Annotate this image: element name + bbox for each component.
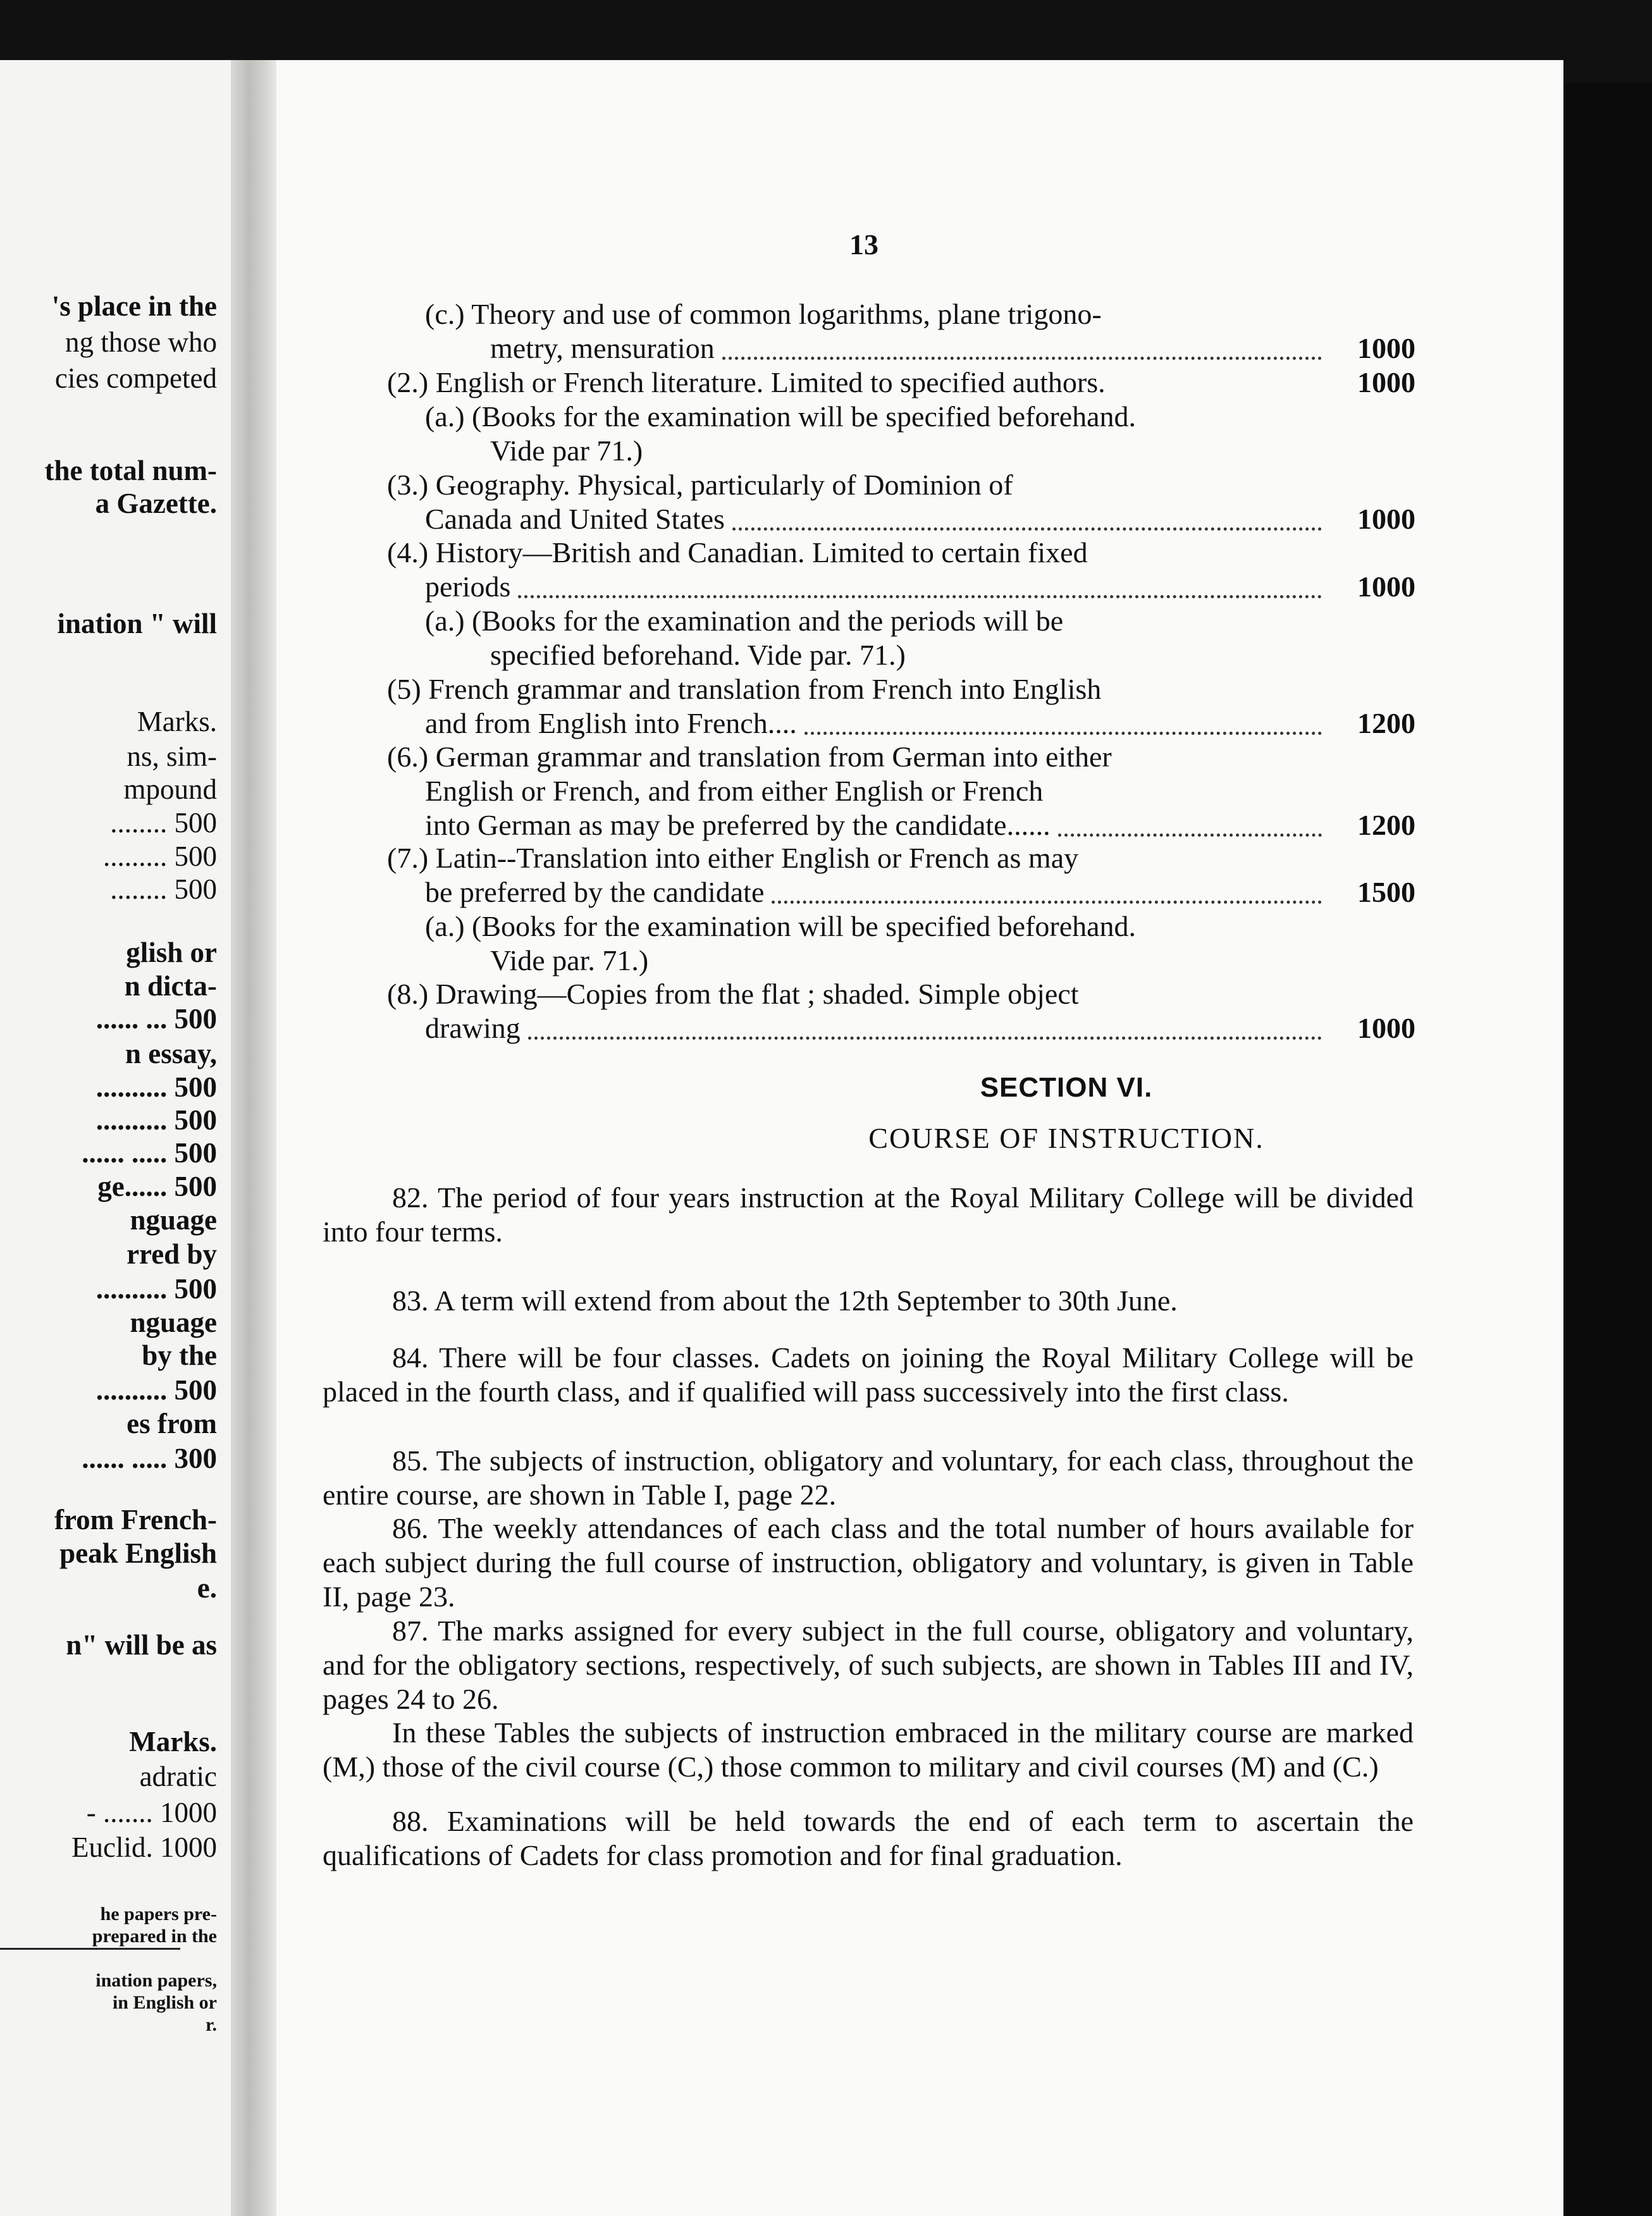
course-title: COURSE OF INSTRUCTION. <box>868 1122 1264 1154</box>
paragraph: 85. The subjects of instruction, obligatory and voluntary, for each class, throughout the entire course, are shown in Table I, page 22. <box>323 1444 1414 1511</box>
subject-marks: 1200 <box>1357 707 1415 739</box>
left-page-fragment: .......... 500 <box>96 1374 217 1406</box>
left-page-fragment: ge...... 500 <box>97 1171 217 1202</box>
subject-entry-line: (c.) Theory and use of common logarithms, plane trigono- <box>425 298 1102 330</box>
subject-entry-line: drawing <box>425 1012 521 1044</box>
left-page-fragment: glish or <box>126 937 217 968</box>
left-page-fragment: nguage <box>130 1307 217 1338</box>
left-page-footnote: ination papers, <box>96 1970 217 1991</box>
dot-leader <box>722 353 1322 360</box>
left-page-fragment: ng those who <box>65 326 217 358</box>
left-page-fragment: n essay, <box>125 1038 217 1069</box>
left-page-fragment: from French- <box>54 1504 217 1536</box>
subject-entry-line: (a.) (Books for the examination will be specified beforehand. <box>425 910 1137 942</box>
left-page-fragment: by the <box>142 1339 217 1371</box>
subject-entry-line: Vide par. 71.) <box>490 944 649 976</box>
subject-entry-line: (8.) Drawing—Copies from the flat ; shaded. Simple object <box>387 978 1079 1010</box>
paragraph: 82. The period of four years instruction at the Royal Military College will be divided into four terms. <box>323 1181 1414 1248</box>
subject-entry-line: be preferred by the candidate <box>425 876 765 908</box>
left-page-fragment: a Gazette. <box>95 488 217 519</box>
paragraph: 83. A term will extend from about the 12th September to 30th June. <box>392 1284 1178 1317</box>
subject-entry-line: (a.) (Books for the examination and the periods will be <box>425 605 1064 637</box>
dot-leader <box>1058 830 1322 837</box>
left-page-fragment: 's place in the <box>51 290 217 322</box>
subject-entry-line: (6.) German grammar and translation from German into either <box>387 741 1112 773</box>
paragraph: 84. There will be four classes. Cadets on joining the Royal Military College will be placed in the fourth class, and if qualified will pass successively into the first class. <box>323 1341 1414 1408</box>
dot-leader <box>528 1033 1322 1040</box>
subject-marks: 1000 <box>1357 503 1415 535</box>
left-page-footnote: r. <box>205 2014 217 2035</box>
left-page-fragment: .......... 500 <box>96 1104 217 1136</box>
page-number: 13 <box>849 228 878 261</box>
left-page-fragment: n dicta- <box>124 970 217 1002</box>
left-page-fragment: e. <box>197 1572 217 1604</box>
subject-entry-line: and from English into French.... <box>425 707 797 739</box>
left-page-footnote: prepared in the <box>92 1926 217 1947</box>
left-page-footnote: in English or <box>112 1992 217 2013</box>
left-page-fragment: ........ 500 <box>110 873 217 905</box>
subject-marks: 1500 <box>1357 876 1415 908</box>
subject-marks: 1000 <box>1357 1012 1415 1044</box>
subject-marks: 1000 <box>1357 366 1415 398</box>
subject-entry-line: periods <box>425 570 511 603</box>
subject-marks: 1000 <box>1357 332 1415 364</box>
subject-entry-line: Vide par 71.) <box>490 434 643 467</box>
left-page-fragment: the total num- <box>44 455 217 486</box>
left-page-fragment: ......... 500 <box>103 840 217 872</box>
left-page-fragment: n" will be as <box>66 1629 217 1661</box>
left-page-footnote: he papers pre- <box>100 1904 217 1924</box>
left-page-fragment: adratic <box>139 1761 217 1792</box>
paragraph: In these Tables the subjects of instruction embraced in the military course are marked (M,) those of the civil course (C,) those common to military and civil courses (M) and (C.) <box>323 1716 1414 1783</box>
dot-leader <box>804 728 1322 735</box>
left-page-fragment: Euclid. 1000 <box>71 1831 217 1863</box>
left-page-fragment: ns, sim- <box>126 741 217 772</box>
paragraph: 86. The weekly attendances of each class and the total number of hours available for each subject during the full course of instruction, obligatory and voluntary, is given in Table II, page 23. <box>323 1512 1414 1613</box>
subject-entry-line: (7.) Latin--Translation into either English or French as may <box>387 842 1079 874</box>
subject-entry-line: (4.) History—British and Canadian. Limited to certain fixed <box>387 536 1088 569</box>
left-page-fragment: .......... 500 <box>96 1273 217 1305</box>
left-page-fragment: ........ 500 <box>110 807 217 839</box>
section-title: SECTION VI. <box>980 1072 1153 1103</box>
left-divider <box>0 1948 180 1950</box>
subject-entry-line: English or French, and from either English or French <box>425 775 1044 807</box>
subject-entry-line: (a.) (Books for the examination will be specified beforehand. <box>425 400 1137 433</box>
left-page-fragment: ination " will <box>57 608 217 639</box>
subject-marks: 1200 <box>1357 809 1415 841</box>
dot-leader <box>772 897 1322 904</box>
subject-entry-line: (3.) Geography. Physical, particularly of Dominion of <box>387 469 1013 501</box>
subject-entry-line: (5) French grammar and translation from French into English <box>387 673 1102 705</box>
left-page-fragment: ...... ..... 500 <box>82 1137 217 1169</box>
subject-entry-line: metry, mensuration <box>490 332 715 364</box>
left-page-fragment: ...... ..... 300 <box>82 1443 217 1474</box>
subject-entry-line: (2.) English or French literature. Limited to specified authors. <box>387 366 1106 398</box>
dot-leader <box>518 591 1322 598</box>
left-page-fragment: .......... 500 <box>96 1071 217 1103</box>
left-page-fragment: Marks. <box>129 1726 217 1757</box>
subject-entry-line: into German as may be preferred by the candidate...... <box>425 809 1051 841</box>
left-page-fragment: Marks. <box>137 706 217 737</box>
left-page-fragment: rred by <box>126 1238 217 1270</box>
left-page-fragment: - ....... 1000 <box>86 1797 217 1828</box>
subject-marks: 1000 <box>1357 570 1415 603</box>
left-page-fragment: nguage <box>130 1204 217 1236</box>
paragraph: 87. The marks assigned for every subject in the full course, obligatory and voluntary, and for the obligatory sections, respectively, of such subjects, are shown in Tables III and IV, pages 24 to 26. <box>323 1615 1414 1715</box>
left-page-fragment: cies competed <box>54 362 217 394</box>
left-page-fragment: es from <box>126 1408 217 1439</box>
subject-entry-line: specified beforehand. Vide par. 71.) <box>490 639 906 671</box>
left-page-fragment: mpound <box>123 773 217 805</box>
subject-entry-line: Canada and United States <box>425 503 725 535</box>
left-page-fragment: peak English <box>59 1537 217 1569</box>
left-page-fragment: ...... ... 500 <box>96 1003 217 1035</box>
paragraph: 88. Examinations will be held towards the end of each term to ascertain the qualifications of Cadets for class promotion and for final graduation. <box>323 1805 1414 1871</box>
dot-leader <box>732 524 1322 531</box>
left-page <box>0 60 231 2216</box>
